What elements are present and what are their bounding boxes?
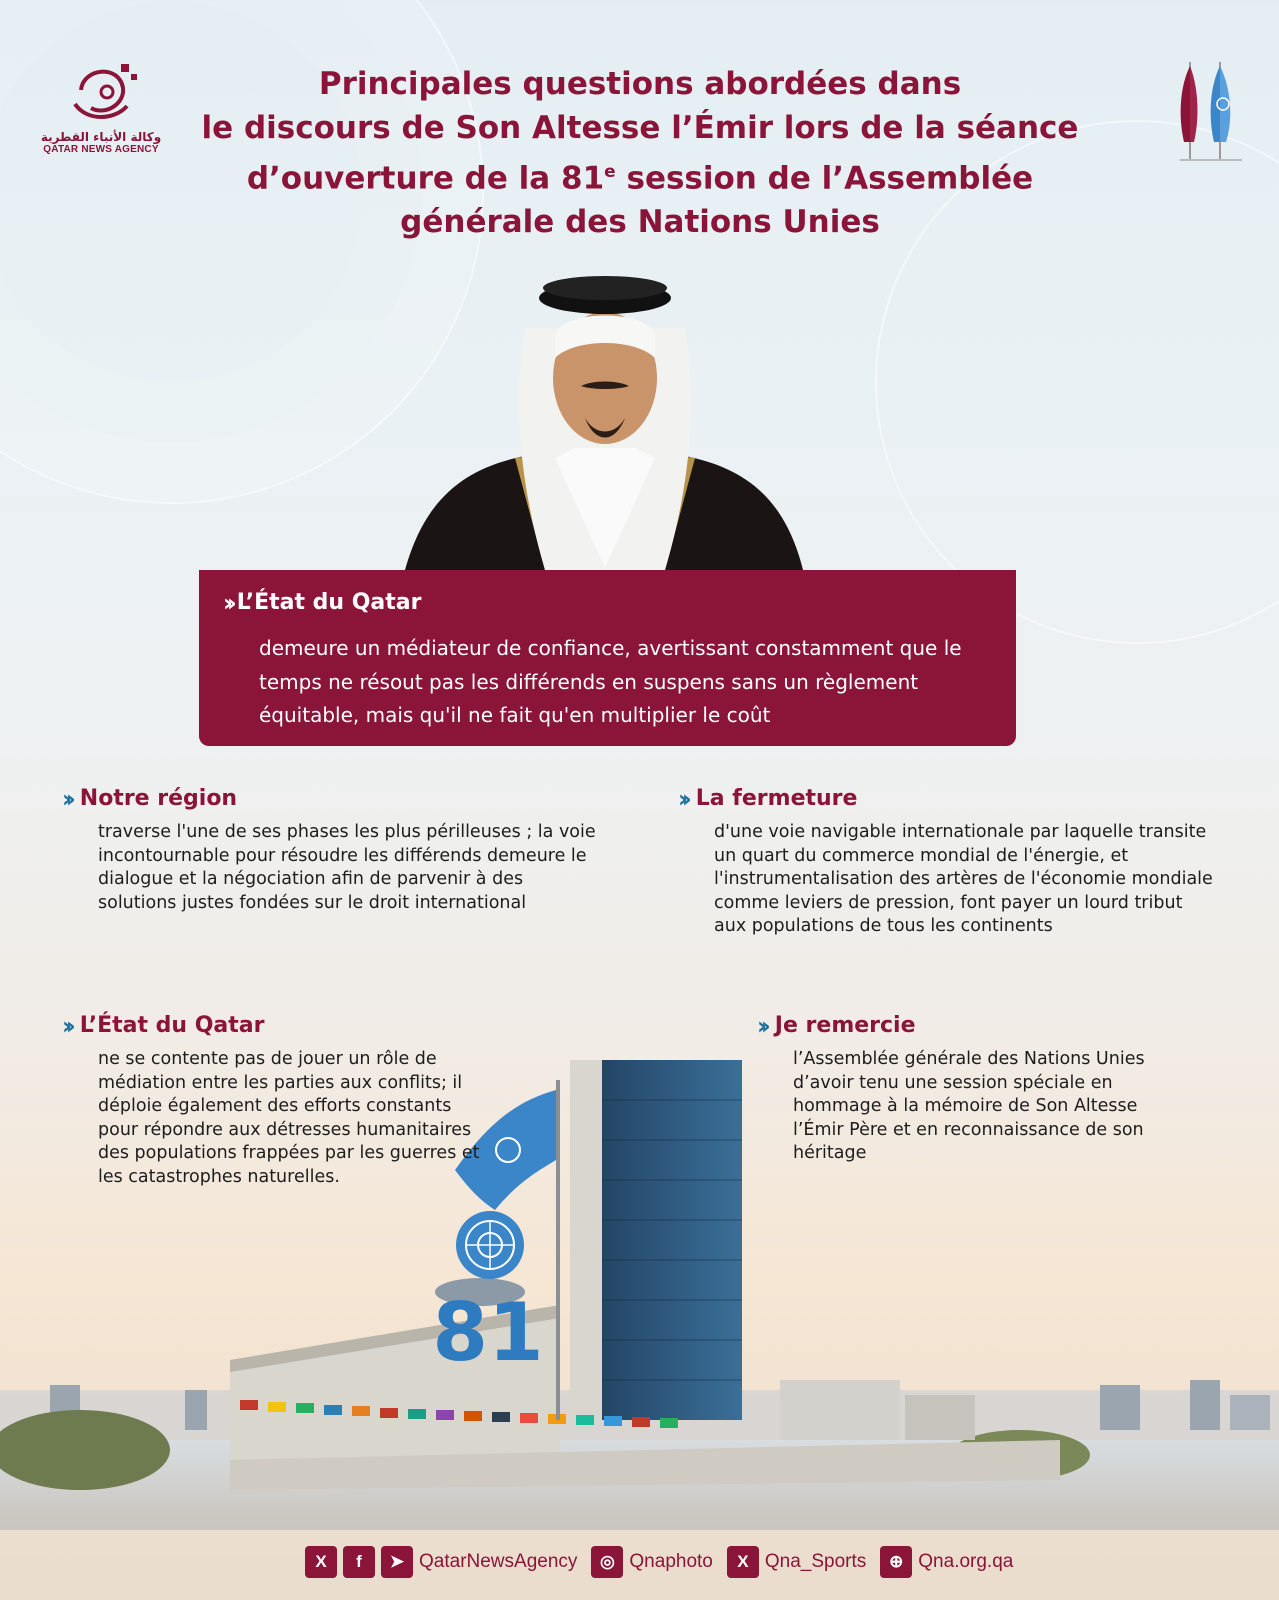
social-handle[interactable]: Qnaphoto	[629, 1551, 713, 1572]
main-highlight-box	[199, 570, 1016, 746]
title-line: session de l’Assemblée	[615, 160, 1034, 197]
main-box-heading: L’État du Qatar	[236, 590, 422, 615]
facebook-icon[interactable]: f	[343, 1546, 375, 1578]
double-chevron-icon: ››	[757, 1011, 765, 1040]
section-heading: Je remercie	[774, 1013, 916, 1038]
section-text: ne se contente pas de jouer un rôle de médiation entre les parties aux conflits; il déploie également des efforts constants pour répondre aux détresses humanitaires des populations frappées par les guerres et les catastrophes naturelles.	[98, 1049, 480, 1187]
section-text: traverse l'une de ses phases les plus périlleuses ; la voie incontournable pour résoudre les différends demeure le dialogue et la négociation afin de parvenir à des solutions justes fondées sur le droit international	[98, 822, 596, 913]
website-link[interactable]: Qna.org.qa	[918, 1551, 1014, 1572]
title-line: d’ouverture de la 81	[246, 160, 605, 197]
double-chevron-icon: ››	[223, 588, 231, 617]
double-chevron-icon: ››	[678, 784, 686, 813]
section-text: d'une voie navigable internationale par laquelle transite un quart du commerce mondial de l'énergie, et l'instrumentalisation des artères de l'économie mondiale comme leviers de pression, font payer un lourd tribut aux populations de tous les continents	[714, 822, 1213, 937]
double-chevron-icon: ››	[62, 1011, 70, 1040]
section-notre-region	[62, 786, 602, 915]
page-title	[200, 62, 1080, 244]
x-icon[interactable]: X	[727, 1546, 759, 1578]
section-heading: Notre région	[79, 786, 238, 811]
section-text: l’Assemblée générale des Nations Unies d’avoir tenu une session spéciale en hommage à la mémoire de Son Altesse l’Émir Père et en reconnaissance de son héritage	[793, 1049, 1145, 1164]
section-heading: L’État du Qatar	[79, 1013, 265, 1038]
title-line: Principales questions abordées dans	[318, 66, 962, 102]
qna-logo-icon	[61, 60, 141, 128]
main-box-header	[223, 590, 422, 615]
social-footer	[305, 1544, 1021, 1580]
double-chevron-icon: ››	[62, 784, 70, 813]
section-header	[678, 786, 1218, 811]
section-header	[757, 1013, 1177, 1038]
social-handle[interactable]: Qna_Sports	[764, 1551, 867, 1572]
section-je-remercie	[757, 1013, 1177, 1166]
title-line: générale des Nations Unies	[400, 204, 880, 241]
section-header	[62, 1013, 482, 1038]
section-etat-du-qatar-2	[62, 1013, 482, 1190]
main-box-text: demeure un médiateur de confiance, avertissant constamment que le temps ne résout pas les différends en suspens sans un règlement équitable, mais qu'il ne fait qu'en multiplier le coût	[259, 636, 962, 727]
x-icon[interactable]: X	[305, 1546, 337, 1578]
qna-logo	[36, 60, 166, 155]
title-superscript: e	[604, 162, 616, 182]
logo-arabic-text: وكالة الأنباء القطرية	[40, 130, 162, 144]
section-la-fermeture	[678, 786, 1218, 939]
emir-portrait	[405, 268, 805, 570]
flags-icon	[1176, 56, 1250, 166]
social-handle[interactable]: QatarNewsAgency	[419, 1551, 578, 1572]
section-heading: La fermeture	[695, 786, 858, 811]
title-line: le discours de Son Altesse l’Émir lors de la séance	[201, 110, 1079, 146]
globe-icon[interactable]: ⊕	[880, 1546, 912, 1578]
instagram-icon[interactable]: ◎	[591, 1546, 623, 1578]
logo-english-text: QATAR NEWS AGENCY	[43, 144, 159, 155]
telegram-icon[interactable]: ➤	[381, 1546, 413, 1578]
session-number: 81	[432, 1286, 544, 1379]
section-header	[62, 786, 602, 811]
